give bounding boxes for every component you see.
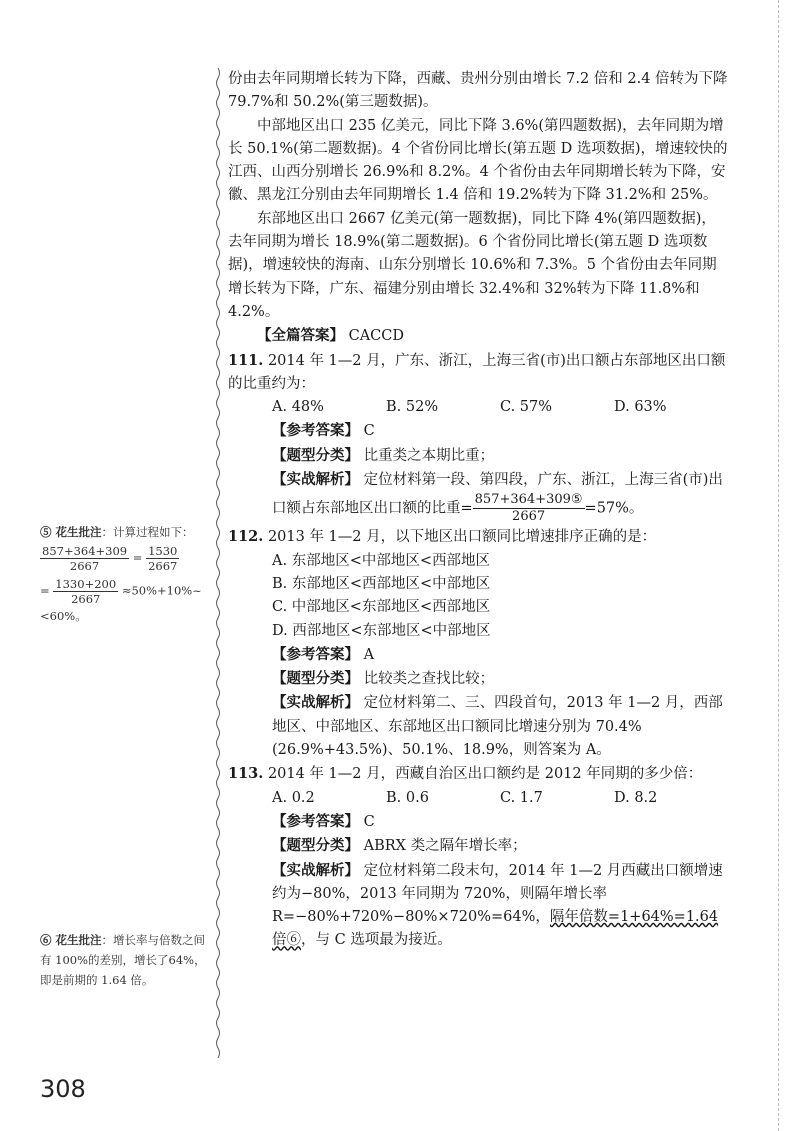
option-a: A. 48% — [272, 399, 324, 416]
question-type: 【题型分类】 ABRX 类之隔年增长率； — [272, 837, 527, 855]
options-113 — [228, 787, 728, 810]
question-113 — [228, 762, 728, 786]
option-c: C. 57% — [500, 399, 553, 416]
option-d: D. 63% — [614, 399, 667, 416]
question-111 — [228, 349, 728, 397]
side-note-6 — [40, 930, 208, 990]
analysis: 【实战解析】 定位材料第二段末句，2014 年 1—2 月西藏出口额增速约为−80%，2013 年同期为 720%，则隔年增长率 R=−80%+720%−80%×720%=64%，隔年倍数=1+64%=1.64 倍⑥，与 C 选项最为接近。 — [272, 861, 723, 949]
side-note-5-text: ：计算过程如下： — [101, 525, 194, 539]
column-divider — [214, 68, 222, 1058]
side-note-5-fraction-1: $\frac{857+364+309}{2667}$ — [42, 544, 128, 573]
question-text: 2014 年 1—2 月，广东、浙江，上海三省(市)出口额占东部地区出口额的比重约为： — [228, 352, 726, 392]
analysis-highlight: 隔年倍数=1+64%=1.64 倍⑥ — [272, 909, 719, 949]
option-a: A. 东部地区<中部地区<西部地区 — [272, 552, 490, 569]
page-edge — [778, 0, 780, 1131]
side-note-5-fraction-2: $\frac{1530}{2667}$ — [148, 544, 178, 573]
full-answer — [228, 324, 728, 348]
question-number: 113. — [228, 765, 264, 783]
side-note-5-label: ⑤ 花生批注 — [40, 525, 102, 539]
side-note-5-fraction-3: $\frac{1330+200}{2667}$ — [55, 577, 117, 606]
option-c: C. 1.7 — [500, 789, 543, 806]
reference-answer: 【参考答案】 C — [272, 812, 375, 830]
reference-answer: 【参考答案】 A — [272, 645, 375, 663]
question-number: 111. — [228, 351, 264, 369]
option-c: C. 中部地区<东部地区<西部地区 — [272, 599, 491, 616]
option-b: B. 52% — [386, 399, 439, 416]
question-type: 【题型分类】 比重类之本期比重； — [272, 446, 495, 464]
paragraph-east: 东部地区出口 2667 亿美元(第一题数据)，同比下降 4%(第四题数据)，去年同期为增长 18.9%(第二题数据)。6 个省份同比增长(第五题 D 选项数据)，增速较快的海南、山东分别增长 10.6%和 7.3%。5 个省份由去年同期增长转为下降，广东、福建分别由增长 32.4%和 32%转为下降 11.8%和 4.2%。 — [228, 210, 717, 320]
full-answer-value: CACCD — [348, 328, 404, 345]
option-b: B. 0.6 — [386, 789, 429, 806]
side-note-6-text: ：增长率与倍数之间有 100%的差别，增长了64%，即是前期的 1.64 倍。 — [40, 933, 206, 987]
page-number: 308 — [40, 1075, 86, 1103]
options-112 — [228, 550, 728, 643]
question-112 — [228, 525, 728, 549]
options-111 — [228, 396, 728, 419]
side-note-6-label: ⑥ 花生批注 — [40, 933, 102, 947]
analysis: 【实战解析】 定位材料第二、三、四段首句，2013 年 1—2 月，西部地区、中部地区、东部地区出口额同比增速分别为 70.4%(26.9%+43.5%)、50.1%、18.9%，则答案为 A。 — [272, 694, 723, 759]
question-text: 2014 年 1—2 月，西藏自治区出口额约是 2012 年同期的多少倍： — [267, 766, 703, 783]
question-number: 112. — [228, 528, 264, 546]
analysis-fraction: $\frac{\text{857+364+309⑤}}{2667}$ — [474, 492, 583, 525]
option-b: B. 东部地区<西部地区<中部地区 — [272, 575, 491, 592]
full-answer-label: 【全篇答案】 — [257, 327, 344, 345]
paragraph-west: 份由去年同期增长转为下降，西藏、贵州分别由增长 7.2 倍和 2.4 倍转为下降 79.7%和 50.2%(第三题数据)。 — [228, 71, 728, 111]
main-column — [228, 68, 728, 953]
question-type: 【题型分类】 比较类之查找比较； — [272, 670, 495, 688]
paragraph-central: 中部地区出口 235 亿美元，同比下降 3.6%(第四题数据)，去年同期为增长 50.1%(第二题数据)。4 个省份同比增长(第五题 D 选项数据)，增速较快的江西、山西分别增长 26.9%和 8.2%。4 个省份由去年同期增长转为下降，安徽、黑龙江分别由去年同期增长 1.4 倍和 19.2%转为下降 31.2%和 25%。 — [228, 117, 728, 204]
question-text: 2013 年 1—2 月，以下地区出口额同比增速排序正确的是： — [267, 529, 657, 546]
reference-answer: 【参考答案】 C — [272, 422, 375, 440]
analysis: 【实战解析】 定位材料第一段、第四段，广东、浙江，上海三省(市)出口额占东部地区出口额的比重= $\frac{\text{857+364+309⑤}}{2667}$ =57%。 — [272, 471, 723, 525]
option-a: A. 0.2 — [272, 789, 315, 806]
option-d: D. 西部地区<东部地区<中部地区 — [272, 622, 491, 639]
side-note-5: ⑤ 花生批注：计算过程如下： $\frac{857+364+309}{2667}$ = $\frac{1530}{2667}$ = $\frac{1330+200}{2667}$ ≈50%+10%~ <60%。 — [40, 525, 202, 623]
option-d: D. 8.2 — [614, 789, 658, 806]
